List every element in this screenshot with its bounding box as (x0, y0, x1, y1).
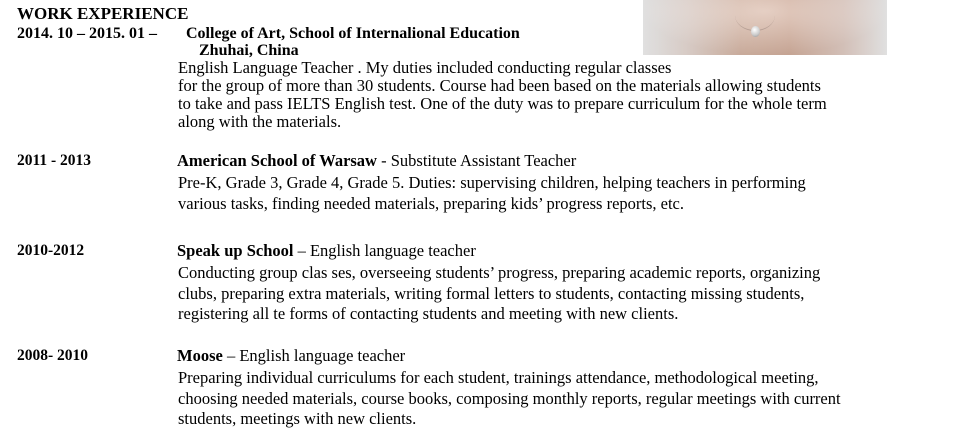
entry-2-role: - Substitute Assistant Teacher (376, 151, 577, 170)
entry-1-line-2: for the group of more than 30 students. Course had been based on the materials allowing students (178, 76, 821, 95)
entry-1-line-1: English Language Teacher . My duties included conducting regular classes (178, 58, 672, 77)
entry-3-employer: Speak up School (177, 241, 294, 260)
entry-1-employer: College of Art, School of Internalional Education (186, 25, 520, 42)
entry-4-dates: 2008- 2010 (17, 347, 89, 364)
entry-1-description (178, 59, 827, 131)
entry-3-title (177, 241, 476, 261)
entry-4-employer: Moose (177, 346, 223, 365)
entry-3-description (178, 263, 820, 325)
entry-2-description (178, 173, 806, 214)
entry-4-role: – English language teacher (222, 346, 406, 365)
entry-1-line-4: along with the materials. (178, 112, 342, 131)
entry-4-description (178, 368, 841, 430)
section-title: WORK EXPERIENCE (17, 4, 189, 23)
entry-3-role: – English language teacher (293, 241, 476, 260)
entry-1-location: Zhuhai, China (199, 42, 299, 59)
entry-3-dates: 2010-2012 (17, 242, 85, 259)
entry-3-line-3: registering all te forms of contacting students and meeting with new clients. (178, 304, 679, 323)
entry-3-line-1: Conducting group clas ses, overseeing students’ progress, preparing academic reports, organizing (178, 263, 821, 282)
entry-1-dates: 2014. 10 – 2015. 01 – (17, 25, 157, 42)
entry-2-title (177, 151, 576, 171)
entry-4-line-3: students, meetings with new clients. (178, 409, 417, 428)
entry-4-title (177, 346, 405, 366)
entry-2-line-1: Pre-K, Grade 3, Grade 4, Grade 5. Duties: supervising children, helping teachers in performing (178, 173, 806, 192)
entry-2-line-2: various tasks, finding needed materials, preparing kids’ progress reports, etc. (178, 193, 685, 213)
necklace-pendant (751, 26, 760, 37)
entry-4-line-1: Preparing individual curriculums for each student, trainings attendance, methodological meeting, (178, 368, 819, 387)
entry-4-line-2: choosing needed materials, course books, composing monthly reports, regular meetings with current (178, 388, 841, 408)
entry-2-employer: American School of Warsaw (177, 151, 377, 170)
entry-2-dates: 2011 - 2013 (17, 152, 92, 169)
entry-1-line-3: to take and pass IELTS English test. One of the duty was to prepare curriculum for the whole term (178, 94, 827, 113)
profile-photo (643, 0, 887, 55)
entry-3-line-2: clubs, preparing extra materials, writing formal letters to students, contacting missing students, (178, 283, 805, 303)
